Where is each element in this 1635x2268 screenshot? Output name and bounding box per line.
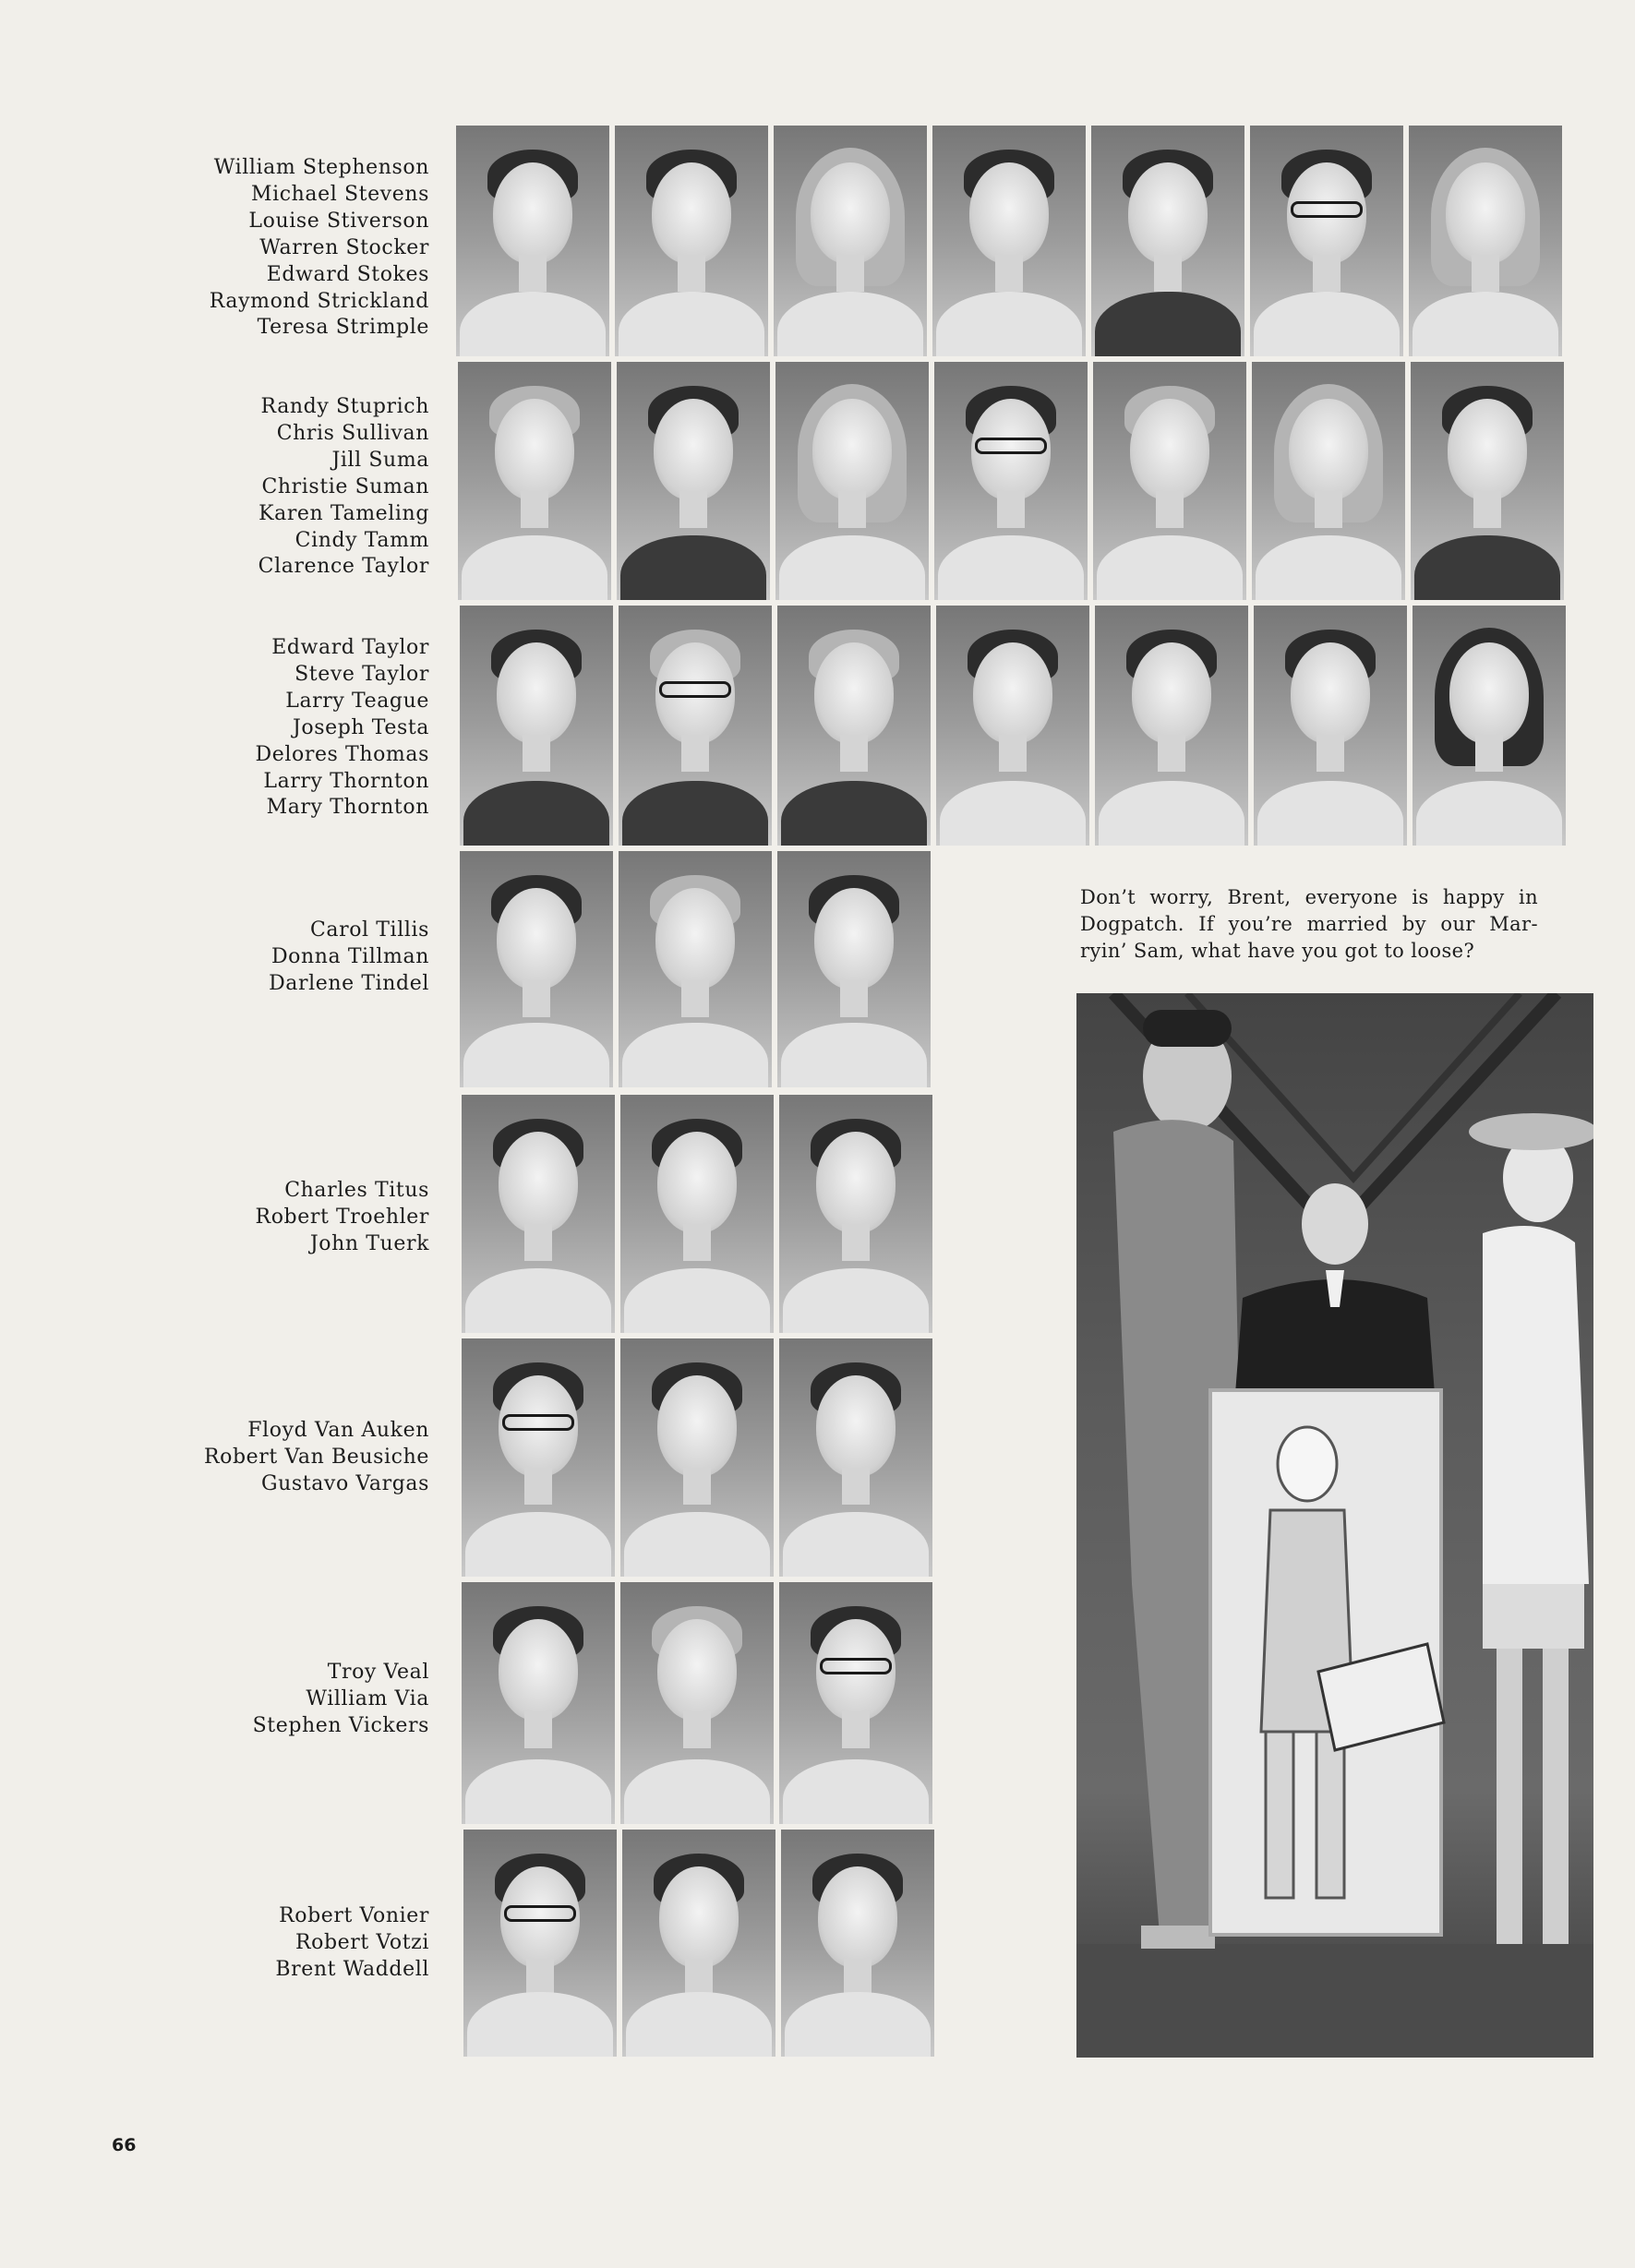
portrait-row — [460, 606, 1566, 846]
student-portrait — [779, 1095, 932, 1333]
student-portrait — [1252, 362, 1405, 600]
student-name: William Stephenson — [213, 156, 429, 179]
portrait-row — [462, 1095, 932, 1333]
student-portrait — [936, 606, 1089, 846]
student-name: Teresa Strimple — [257, 316, 429, 340]
name-list — [253, 1660, 429, 1740]
student-portrait — [779, 1582, 932, 1824]
student-name: Darlene Tindel — [269, 971, 429, 995]
name-list — [210, 155, 429, 342]
student-group — [0, 126, 1635, 356]
student-name: Brent Waddell — [275, 1957, 429, 1981]
student-group — [0, 606, 1635, 846]
name-list — [258, 394, 429, 581]
name-list — [255, 635, 429, 822]
student-name: Troy Veal — [327, 1661, 429, 1684]
student-portrait — [1409, 126, 1562, 356]
student-portrait — [458, 362, 611, 600]
student-portrait — [622, 1830, 775, 2057]
student-portrait — [619, 606, 772, 846]
student-portrait — [462, 1582, 615, 1824]
student-portrait — [777, 606, 931, 846]
student-name: Robert Troehler — [255, 1205, 429, 1229]
portrait-row — [463, 1830, 934, 2057]
student-portrait — [1250, 126, 1403, 356]
photo-caption: Don’t worry, Brent, everyone is happy in Dogpatch. If you’re married by our Mar-ryin’ Sam, what have you got to loose? — [1080, 886, 1538, 962]
student-portrait — [934, 362, 1088, 600]
student-portrait — [460, 606, 613, 846]
student-portrait — [615, 126, 768, 356]
student-name: Robert Vonier — [279, 1904, 429, 1927]
student-portrait — [781, 1830, 934, 2057]
student-name: Louise Stiverson — [248, 209, 429, 233]
student-portrait — [620, 1095, 774, 1333]
student-portrait — [617, 362, 770, 600]
student-portrait — [774, 126, 927, 356]
student-portrait — [620, 1338, 774, 1577]
portrait-row — [460, 851, 931, 1087]
candid-photo — [1076, 993, 1593, 2058]
student-name: Randy Stuprich — [260, 395, 429, 418]
student-portrait — [1411, 362, 1564, 600]
page-number: 66 — [112, 2135, 137, 2155]
student-name: Michael Stevens — [250, 182, 429, 206]
student-name: Clarence Taylor — [258, 555, 429, 579]
student-name: Floyd Van Auken — [247, 1419, 429, 1442]
student-name: Charles Titus — [284, 1179, 429, 1202]
student-name: Delores Thomas — [255, 742, 429, 766]
student-portrait — [1095, 606, 1248, 846]
student-portrait — [775, 362, 929, 600]
student-name: Jill Suma — [331, 448, 429, 472]
portrait-row — [462, 1338, 932, 1577]
student-name: Steve Taylor — [295, 662, 429, 686]
student-portrait — [620, 1582, 774, 1824]
student-portrait — [456, 126, 609, 356]
student-name: Carol Tillis — [309, 918, 429, 942]
student-name: William Via — [306, 1686, 429, 1710]
student-name: Larry Teague — [285, 689, 429, 713]
student-portrait — [463, 1830, 617, 2057]
student-name: Stephen Vickers — [252, 1713, 429, 1737]
student-name: Warren Stocker — [259, 235, 429, 259]
student-name: Chris Sullivan — [276, 421, 429, 445]
student-name: Robert Votzi — [295, 1930, 429, 1954]
student-name: Larry Thornton — [263, 769, 429, 793]
student-portrait — [932, 126, 1086, 356]
portrait-row — [458, 362, 1564, 600]
student-portrait — [460, 851, 613, 1087]
student-portrait — [619, 851, 772, 1087]
name-list — [269, 918, 429, 998]
student-name: Karen Tameling — [258, 501, 429, 525]
student-portrait — [1413, 606, 1566, 846]
student-name: John Tuerk — [309, 1231, 429, 1255]
portrait-row — [462, 1582, 932, 1824]
student-portrait — [462, 1338, 615, 1577]
student-name: Christie Suman — [261, 474, 429, 498]
student-name: Edward Taylor — [271, 636, 429, 659]
name-list — [204, 1418, 429, 1498]
student-name: Robert Van Beusiche — [203, 1445, 429, 1469]
student-portrait — [1254, 606, 1407, 846]
student-portrait — [462, 1095, 615, 1333]
student-name: Cindy Tamm — [295, 528, 429, 552]
name-list — [275, 1903, 429, 1984]
portrait-row — [456, 126, 1562, 356]
student-group — [0, 362, 1635, 600]
student-portrait — [1093, 362, 1246, 600]
student-portrait — [779, 1338, 932, 1577]
name-list — [256, 1178, 429, 1258]
student-name: Donna Tillman — [270, 944, 429, 968]
student-portrait — [777, 851, 931, 1087]
candid-photo-illustration — [1076, 993, 1593, 2058]
student-name: Edward Stokes — [266, 262, 429, 286]
student-name: Mary Thornton — [266, 796, 429, 820]
student-portrait — [1091, 126, 1244, 356]
student-name: Raymond Strickland — [209, 289, 429, 313]
student-name: Joseph Testa — [292, 715, 429, 739]
student-name: Gustavo Vargas — [260, 1471, 429, 1495]
